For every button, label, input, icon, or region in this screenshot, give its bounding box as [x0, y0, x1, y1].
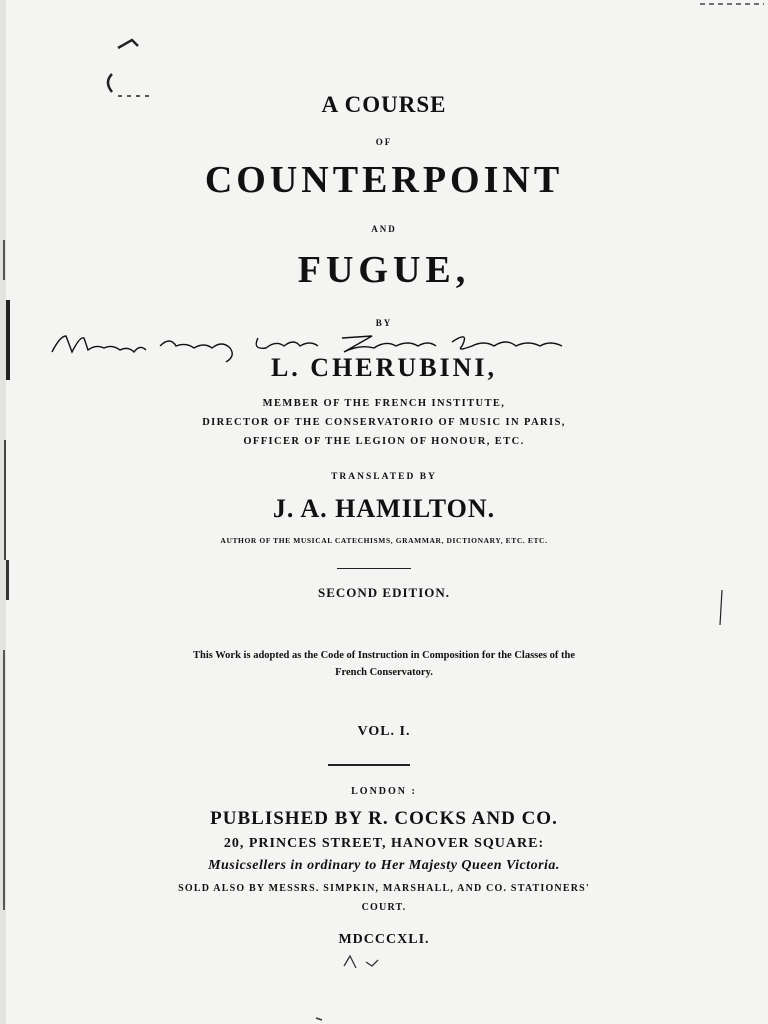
volume-number: VOL. I. [357, 724, 411, 739]
imprint-sold-by: SOLD ALSO BY MESSRS. SIMPKIN, MARSHALL, AND CO. STATIONERS' [178, 883, 590, 894]
title-line-2: COUNTERPOINT [204, 159, 564, 201]
title-line-3: FUGUE, [297, 249, 471, 291]
author-name: L. CHERUBINI, [270, 353, 498, 382]
author-credential-2: DIRECTOR OF THE CONSERVATORIO OF MUSIC IN PARIS, [202, 417, 566, 428]
author-credential-1: MEMBER OF THE FRENCH INSTITUTE, [262, 398, 506, 409]
edition: SECOND EDITION. [317, 585, 451, 600]
adoption-note-line-1: This Work is adopted as the Code of Instruction in Composition for the Classes of the [192, 650, 576, 661]
imprint-city: LONDON : [351, 786, 417, 797]
translator-credentials: AUTHOR OF THE MUSICAL CATECHISMS, GRAMMAR, DICTIONARY, ETC. ETC. [220, 536, 548, 545]
translated-by-label: TRANSLATED BY [331, 472, 437, 482]
title-and: AND [371, 224, 397, 234]
imprint-address: 20, PRINCES STREET, HANOVER SQUARE: [223, 836, 545, 851]
title-line-1: A COURSE [321, 92, 447, 117]
adoption-note-line-2: French Conservatory. [335, 667, 433, 678]
imprint-appointment: Musicsellers in ordinary to Her Majesty Queen Victoria. [208, 858, 560, 873]
title-of: OF [375, 137, 393, 147]
imprint-publisher: PUBLISHED BY R. COCKS AND CO. [210, 808, 558, 829]
imprint-date: MDCCCXLI. [338, 932, 430, 947]
translator-name: J. A. HAMILTON. [272, 494, 496, 523]
byline-by: BY [375, 318, 393, 328]
author-credential-3: OFFICER OF THE LEGION OF HONOUR, ETC. [243, 436, 525, 447]
imprint-court: COURT. [361, 902, 407, 913]
